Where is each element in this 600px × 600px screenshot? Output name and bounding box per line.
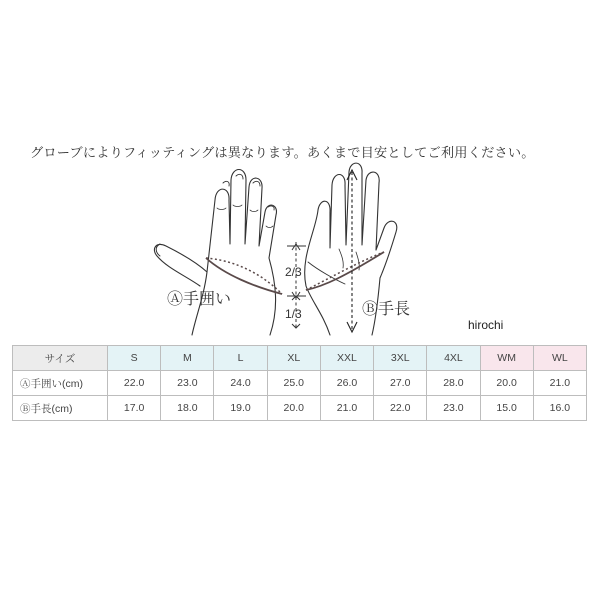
hand-length-label: Ⓑ手長 bbox=[362, 299, 411, 318]
table-cell: 21.0 bbox=[533, 371, 586, 396]
table-cell: 24.0 bbox=[214, 371, 267, 396]
table-cell: 28.0 bbox=[427, 371, 480, 396]
size-header-label: サイズ bbox=[13, 346, 108, 371]
table-cell: 19.0 bbox=[214, 396, 267, 421]
table-cell: 16.0 bbox=[533, 396, 586, 421]
size-chart-table bbox=[12, 345, 587, 421]
ratio-top-label: 2/3 bbox=[285, 265, 302, 279]
ratio-bottom-label: 1/3 bbox=[285, 307, 302, 321]
row-label-circumference: Ⓐ手囲い(cm) bbox=[13, 371, 108, 396]
size-col-wl: WL bbox=[533, 346, 586, 371]
fitting-note: グローブによりフィッティングは異なります。あくまで目安としてご利用ください。 bbox=[30, 146, 535, 161]
table-cell: 22.0 bbox=[374, 396, 427, 421]
row-label-length: Ⓑ手長(cm) bbox=[13, 396, 108, 421]
table-cell: 26.0 bbox=[320, 371, 373, 396]
table-cell: 23.0 bbox=[161, 371, 214, 396]
table-cell: 20.0 bbox=[267, 396, 320, 421]
table-cell: 18.0 bbox=[161, 396, 214, 421]
table-cell: 17.0 bbox=[108, 396, 161, 421]
table-row-circumference bbox=[13, 371, 587, 396]
table-cell: 22.0 bbox=[108, 371, 161, 396]
size-col-4xl: 4XL bbox=[427, 346, 480, 371]
size-header-row bbox=[13, 346, 587, 371]
table-cell: 21.0 bbox=[320, 396, 373, 421]
size-col-l: L bbox=[214, 346, 267, 371]
size-col-s: S bbox=[108, 346, 161, 371]
watermark: hirochi bbox=[468, 318, 504, 332]
table-cell: 20.0 bbox=[480, 371, 533, 396]
table-row-length bbox=[13, 396, 587, 421]
size-col-m: M bbox=[161, 346, 214, 371]
size-col-3xl: 3XL bbox=[374, 346, 427, 371]
table-cell: 25.0 bbox=[267, 371, 320, 396]
size-col-xxl: XXL bbox=[320, 346, 373, 371]
size-col-xl: XL bbox=[267, 346, 320, 371]
size-col-wm: WM bbox=[480, 346, 533, 371]
left-hand-illustration bbox=[154, 170, 276, 336]
circumference-label: Ⓐ手囲い bbox=[167, 289, 232, 308]
hand-measurement-diagram bbox=[0, 160, 600, 345]
table-cell: 27.0 bbox=[374, 371, 427, 396]
table-cell: 15.0 bbox=[480, 396, 533, 421]
table-cell: 23.0 bbox=[427, 396, 480, 421]
